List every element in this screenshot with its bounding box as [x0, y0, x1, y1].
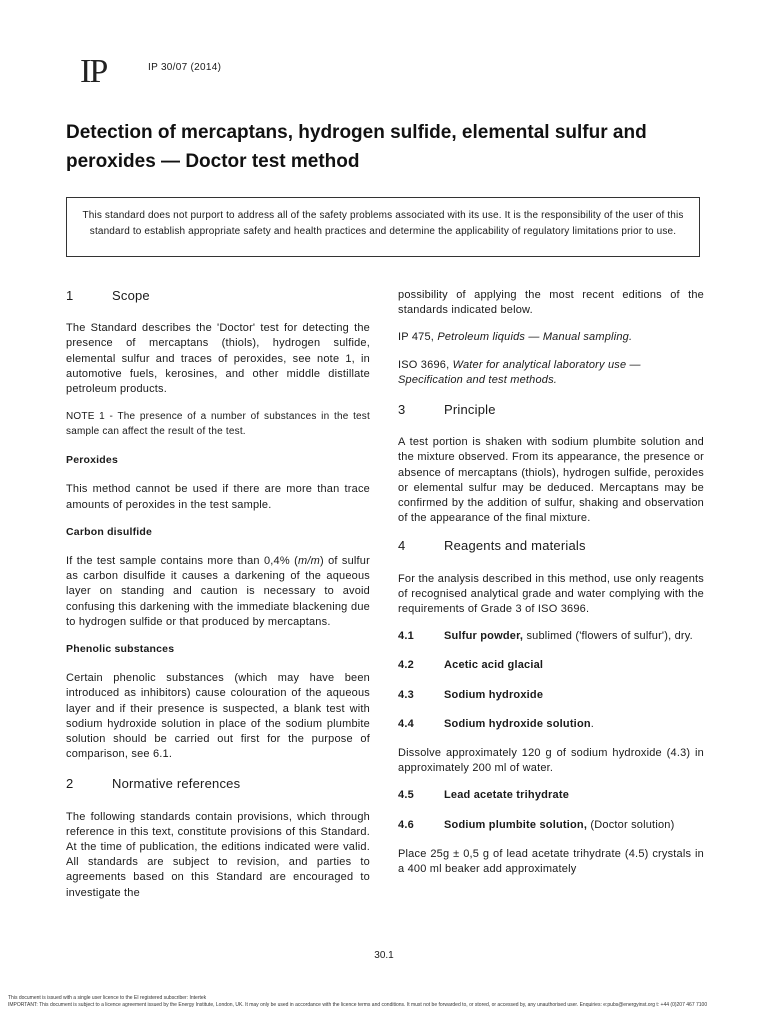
- section-heading-principle: [398, 402, 704, 417]
- page-number: 30.1: [374, 950, 394, 961]
- item-label: Sulfur powder,: [444, 630, 524, 643]
- reagents-paragraph: For the analysis described in this method, use only reagents of recognised analytical grade and water complying with the requirements of Grade 3 of ISO 3696.: [398, 572, 704, 616]
- item-number: 4.5: [398, 789, 414, 802]
- scope-paragraph: The Standard describes the 'Doctor' test for detecting the presence of mercaptans (thiols), hydrogen sulfide, elemental sulfur and traces of peroxides, see note 1, in automotive fuels, kerosines, and other middle distillate petroleum products.: [66, 322, 370, 396]
- normative-references-paragraph: The following standards contain provisions, which through reference in this text, constitute provisions of this Standard. At the time of publication, the editions indicated were valid. All standards are subject to revision, and parties to agreements based on this Standard are encouraged to investigate the: [66, 810, 370, 899]
- principle-paragraph: A test portion is shaken with sodium plumbite solution and the mixture observed. From its appearance, the presence or absence of mercaptans (thiols), hydrogen sulfide, peroxides or elemental sulfur may be deduced. Mercaptans may be confirmed by the addition of sulfur, shaking and observation of the appearance of the final mixture.: [398, 436, 704, 525]
- item-number: 4.2: [398, 659, 414, 672]
- ref-title: Water for analytical laboratory use — Specification and test methods.: [398, 358, 641, 386]
- section-heading-scope: [66, 288, 370, 303]
- ref-title: Petroleum liquids — Manual sampling.: [437, 331, 633, 344]
- right-column: [398, 288, 704, 889]
- section-title: Scope: [112, 288, 150, 303]
- cs2-text-a: If the test sample contains more than 0,4% (: [66, 555, 298, 568]
- item-text: sublimed ('flowers of sulfur'), dry.: [523, 630, 693, 643]
- subheading-carbon-disulfide: Carbon disulfide: [66, 525, 153, 538]
- ref-code: ISO 3696,: [398, 358, 453, 371]
- item-text: (Doctor solution): [587, 818, 675, 831]
- item-4-1: [398, 629, 704, 644]
- licence-footer: [8, 995, 760, 1008]
- footer-line-1: This document is issued with a single user licence to the EI registered subscriber: Intertek: [8, 995, 207, 1001]
- reference-iso3696: [398, 358, 704, 388]
- item-body: [444, 658, 704, 673]
- section-title: Reagents and materials: [444, 538, 586, 554]
- item-label: Sodium hydroxide solution: [444, 717, 591, 730]
- section-title: Principle: [444, 402, 496, 418]
- peroxides-paragraph: This method cannot be used if there are more than trace amounts of peroxides in the test sample.: [66, 483, 370, 511]
- item-number: 4.6: [398, 818, 414, 831]
- item-4-5: [398, 788, 704, 803]
- cs2-text-b: ) of sulfur as carbon disulfide it causes a darkening of the aqueous layer on standing and caution is necessary to avoid confusing this darkening with the immediate blackening due to hydrogen sulfide or that produced by mercaptans.: [66, 555, 370, 628]
- reference-ip475: [398, 330, 704, 345]
- item-4-4: [398, 717, 704, 732]
- document-reference: IP 30/07 (2014): [148, 62, 222, 73]
- section-number: 3: [398, 402, 406, 418]
- footer-line-2: IMPORTANT: This document is subject to a licence agreement issued by the Energy Institute, London, UK. It may only be used in accordance with the licence terms and conditions. It must not be forwarded to, or stored, or accessed by, any unauthorised user. Enquiries: e:pubs@energyinst.org t: +44 (0)207 467 7100: [8, 1001, 708, 1008]
- carbon-disulfide-paragraph: [66, 554, 370, 630]
- item-4-2: [398, 658, 704, 673]
- item-4-4-paragraph: Dissolve approximately 120 g of sodium hydroxide (4.3) in approximately 200 ml of water.: [398, 747, 704, 775]
- page-title: Detection of mercaptans, hydrogen sulfide, elemental sulfur and peroxides — Doctor test method: [66, 122, 647, 172]
- item-number: 4.3: [398, 688, 414, 701]
- cs2-unit: m/m: [297, 555, 320, 568]
- ip-logo: [80, 52, 140, 92]
- item-label: Sodium plumbite solution,: [444, 818, 588, 831]
- item-label: Lead acetate trihydrate: [444, 789, 570, 802]
- ip-logo-text: IP: [80, 53, 107, 90]
- item-body: [444, 688, 704, 703]
- section-heading-normative-references: [66, 776, 370, 791]
- item-label: Sodium hydroxide: [444, 688, 544, 701]
- continued-paragraph: possibility of applying the most recent editions of the standards indicated below.: [398, 289, 704, 317]
- item-body: [444, 818, 704, 833]
- item-number: 4.1: [398, 630, 414, 643]
- phenolic-paragraph: Certain phenolic substances (which may have been introduced as inhibitors) cause colouration of the aqueous layer and if their presence is suspected, a blank test with sodium hydroxide solution in place of the sodium plumbite solution should be carried out first for the purpose of comparison, see 6.1.: [66, 672, 370, 761]
- item-text: .: [590, 717, 595, 730]
- section-title: Normative references: [112, 776, 241, 792]
- item-body: [444, 629, 704, 644]
- item-label: Acetic acid glacial: [444, 659, 544, 672]
- subheading-phenolic: Phenolic substances: [66, 643, 175, 656]
- item-body: [444, 717, 704, 732]
- safety-notice-box: This standard does not purport to address all of the safety problems associated with its use. It is the responsibility of the user of this standard to establish appropriate safety and health practices and determine the applicability of regulatory limitations prior to use.: [66, 197, 700, 257]
- item-4-6-paragraph: Place 25g ± 0,5 g of lead acetate trihydrate (4.5) crystals in a 400 ml beaker add approximately: [398, 847, 704, 876]
- item-number: 4.4: [398, 717, 414, 730]
- item-4-6: [398, 818, 704, 833]
- item-4-3: [398, 688, 704, 703]
- section-number: 4: [398, 538, 406, 554]
- item-body: [444, 788, 704, 803]
- left-column: [66, 288, 370, 913]
- section-number: 2: [66, 776, 74, 792]
- section-number: 1: [66, 288, 74, 303]
- subheading-peroxides: Peroxides: [66, 454, 118, 467]
- note-1: NOTE 1 - The presence of a number of substances in the test sample can affect the result of the test.: [66, 411, 370, 438]
- section-heading-reagents: [398, 538, 704, 553]
- ref-code: IP 475,: [398, 331, 438, 344]
